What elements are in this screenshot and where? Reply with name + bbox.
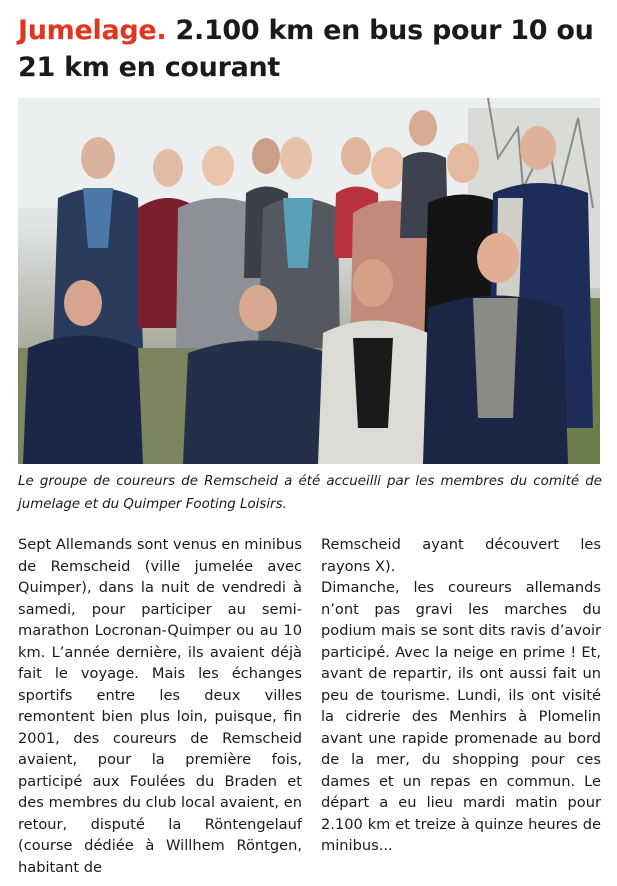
article-paragraph-1-end: Remscheid ayant découvert les rayons X). bbox=[321, 536, 601, 575]
group-photo bbox=[18, 98, 600, 464]
article-paragraph-2: Dimanche, les coureurs allemands n’ont pas gravi les marches du podium mais se sont dits ravis d’avoir participé. Avec la neige en prime ! Et, avant de repartir, ils ont aussi fait un peu de tourisme. Lundi, ils ont visité la cidrerie des Menhirs à Plomelin avant une rapide promenade au bord de la mer, du shopping pour ces dames et un repas en commun. Le départ a eu lieu mardi matin pour 2.100 km et treize à quinze heures de minibus... bbox=[321, 579, 601, 854]
group-photo-illustration bbox=[18, 98, 600, 464]
article-column-left bbox=[18, 534, 302, 878]
headline-title: 2.100 km en bus pour 10 ou 21 km en courant bbox=[18, 15, 594, 83]
headline-kicker: Jumelage. bbox=[18, 15, 167, 46]
headline bbox=[18, 12, 608, 86]
article-column-right bbox=[321, 534, 601, 857]
photo-caption: Le groupe de coureurs de Remscheid a été accueilli par les membres du comité de jumelage et du Quimper Footing Loisirs. bbox=[18, 474, 602, 512]
article-paragraph-1: Sept Allemands sont venus en minibus de Remscheid (ville jumelée avec Quimper), dans la nuit de vendredi à samedi, pour participer au semi-marathon Locronan-Quimper ou au 10 km. L’année dernière, ils avaient déjà fait le voyage. Mais les échanges sportifs entre les deux villes remontent bien plus loin, puisque, fin 2001, des coureurs de Remscheid avaient, pour la première fois, participé aux Foulées du Braden et des membres du club local avaient, en retour, disputé la Röntengelauf (course dédiée à Willhem Röntgen, habitant de bbox=[18, 536, 302, 876]
